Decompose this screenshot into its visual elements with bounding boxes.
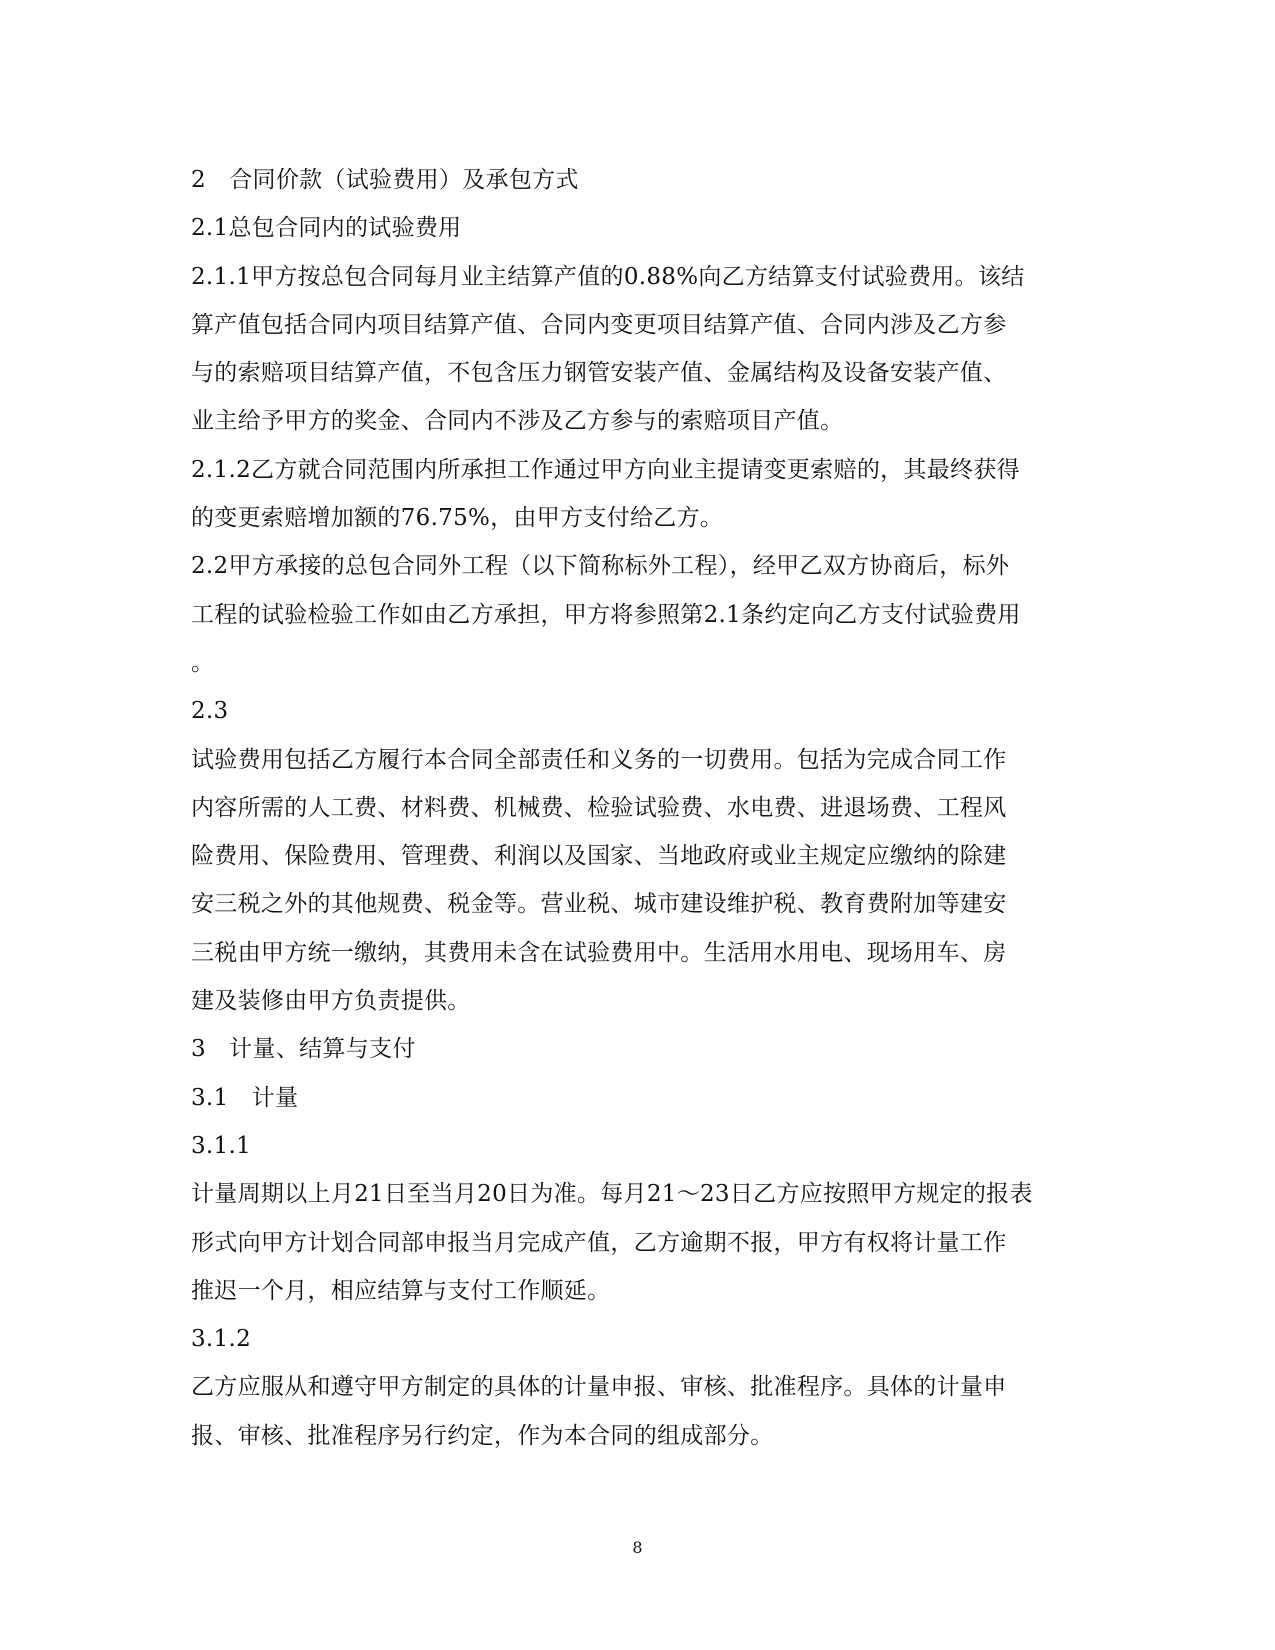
paragraph-line: 形式向甲方计划合同部申报当月完成产值，乙方逾期不报，甲方有权将计量工作 — [191, 1229, 1007, 1256]
clause-number: 3.1.1 — [191, 1132, 252, 1159]
paragraph-line: 2.1.1甲方按总包合同每月业主结算产值的0.88%向乙方结算支付试验费用。该结 — [191, 263, 1025, 290]
paragraph-line: 三税由甲方统一缴纳，其费用未含在试验费用中。生活用水用电、现场用车、房 — [191, 939, 1007, 966]
paragraph-line: 与的索赔项目结算产值，不包含压力钢管安装产值、金属结构及设备安装产值、 — [191, 360, 1007, 387]
paragraph-line: 安三税之外的其他规费、税金等。营业税、城市建设维护税、教育费附加等建安 — [191, 891, 1007, 918]
paragraph-line: 乙方应服从和遵守甲方制定的具体的计量申报、审核、批准程序。具体的计量申 — [191, 1374, 1007, 1401]
paragraph-line: 建及装修由甲方负责提供。 — [191, 988, 471, 1015]
paragraph-line: 工程的试验检验工作如由乙方承担，甲方将参照第2.1条约定向乙方支付试验费用 — [191, 601, 1021, 628]
paragraph-line: 险费用、保险费用、管理费、利润以及国家、当地政府或业主规定应缴纳的除建 — [191, 843, 1007, 870]
document-body — [191, 156, 1091, 1460]
paragraph-line: 业主给予甲方的奖金、合同内不涉及乙方参与的索赔项目产值。 — [191, 408, 844, 435]
paragraph-line: 2.2甲方承接的总包合同外工程（以下简称标外工程），经甲乙双方协商后，标外 — [191, 553, 1010, 580]
paragraph-line: 的变更索赔增加额的76.75%，由甲方支付给乙方。 — [191, 505, 724, 532]
paragraph-line: 报、审核、批准程序另行约定，作为本合同的组成部分。 — [191, 1422, 774, 1449]
paragraph-line: 。 — [191, 649, 215, 676]
subsection-heading: 2.1总包合同内的试验费用 — [191, 215, 462, 242]
clause-number: 3.1.2 — [191, 1326, 252, 1353]
section-heading: 2 合同价款（试验费用）及承包方式 — [191, 167, 579, 193]
paragraph-line: 内容所需的人工费、材料费、机械费、检验试验费、水电费、进退场费、工程风 — [191, 794, 1007, 821]
page-number: 8 — [632, 1538, 643, 1557]
paragraph-line: 算产值包括合同内项目结算产值、合同内变更项目结算产值、合同内涉及乙方参 — [191, 311, 1007, 338]
paragraph-line: 计量周期以上月21日至当月20日为准。每月21～23日乙方应按照甲方规定的报表 — [191, 1181, 1033, 1208]
paragraph-line: 推迟一个月，相应结算与支付工作顺延。 — [191, 1277, 611, 1304]
clause-number: 2.3 — [191, 698, 229, 725]
paragraph-line: 试验费用包括乙方履行本合同全部责任和义务的一切费用。包括为完成合同工作 — [191, 746, 1007, 773]
subsection-heading: 3.1 计量 — [191, 1084, 299, 1111]
paragraph-line: 2.1.2乙方就合同范围内所承担工作通过甲方向业主提请变更索赔的，其最终获得 — [191, 456, 1020, 483]
section-heading: 3 计量、结算与支付 — [191, 1036, 416, 1063]
